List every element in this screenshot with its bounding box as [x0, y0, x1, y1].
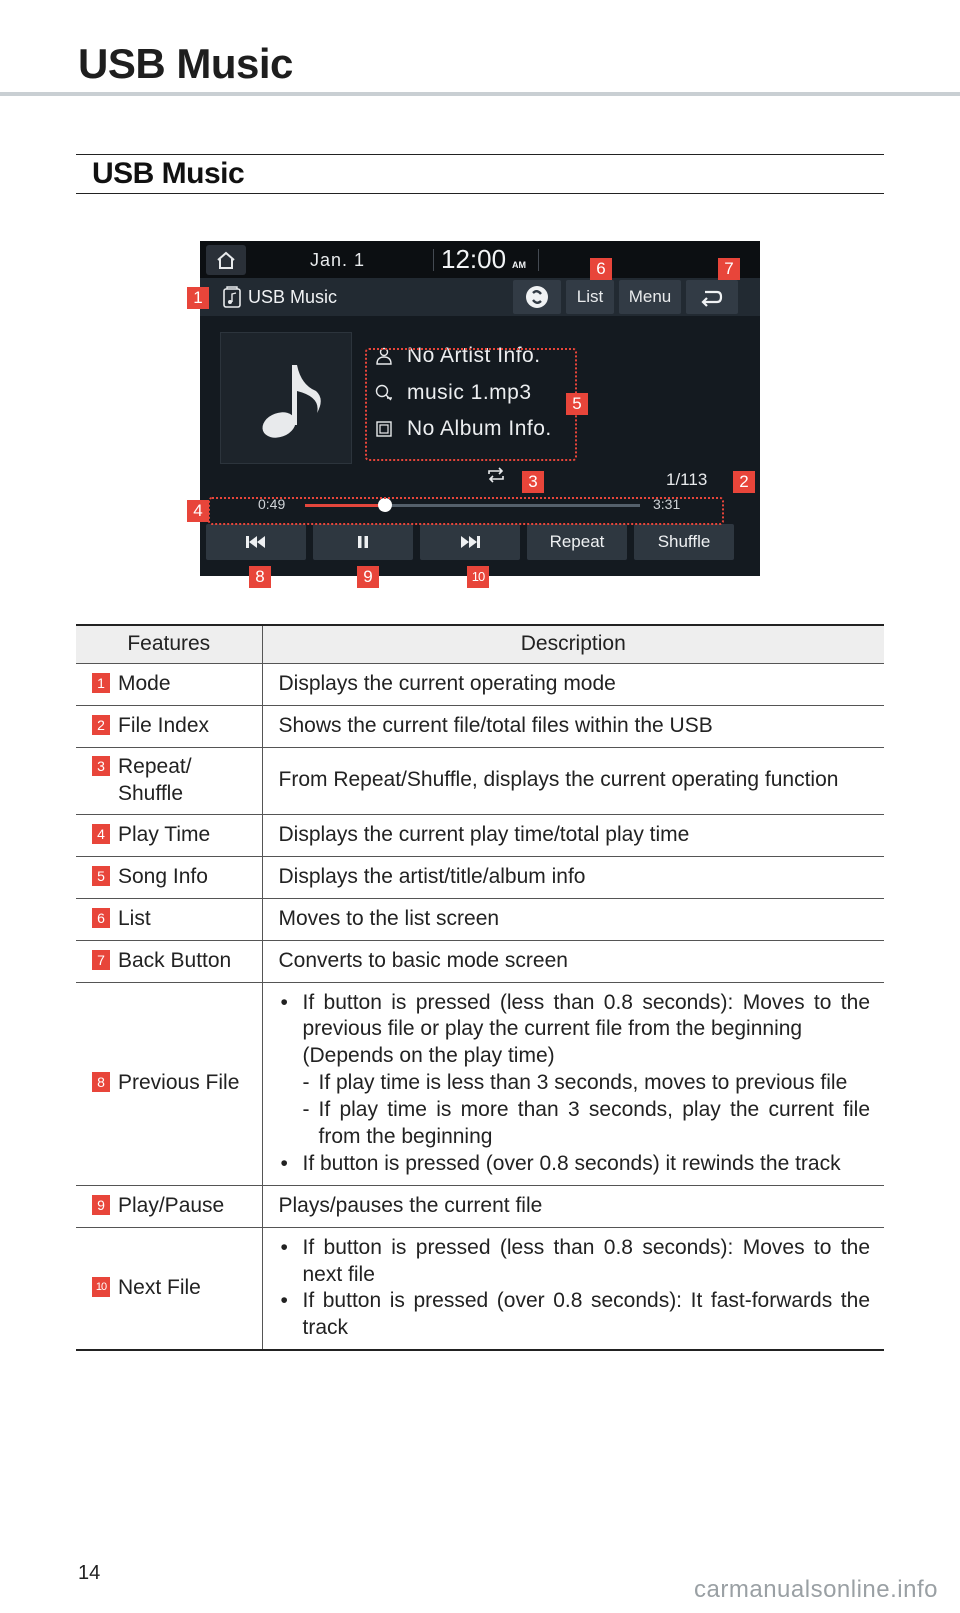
header-divider: [0, 92, 960, 96]
page-header-title: USB Music: [78, 40, 293, 87]
feature-description: • If button is pressed (less than 0.8 seconds): Moves to the previous file or play the current file from the beginning (Depends on the play time) - If play time is less than 3 seconds, moves to previous file - If play time is more than 3 seconds, play the current file from the beginning • If button is pressed (over 0.8 seconds) it rewinds the track: [262, 982, 884, 1185]
feature-number: 9: [92, 1195, 110, 1215]
file-index: 1/113: [666, 470, 708, 489]
features-table: [76, 624, 884, 1351]
status-divider: [433, 249, 434, 271]
table-row: [76, 940, 884, 982]
callout-3: 3: [522, 471, 544, 493]
callout-1: 1: [187, 287, 209, 309]
song-info-highlight: [365, 348, 577, 461]
title-bar: [200, 278, 760, 316]
status-bar: [200, 241, 760, 278]
previous-icon: [245, 535, 267, 549]
total-play-time: 3:31: [653, 496, 681, 512]
home-icon: [206, 245, 246, 275]
table-row: [76, 705, 884, 747]
callout-2: 2: [733, 471, 755, 493]
description-sub-item: If play time is less than 3 seconds, moves to previous file: [318, 1071, 848, 1095]
pause-icon: [357, 535, 369, 549]
feature-description: Converts to basic mode screen: [262, 940, 884, 982]
repeat-button[interactable]: Repeat: [527, 524, 627, 560]
mode-label: USB Music: [248, 287, 338, 307]
description-bullet: If button is pressed (over 0.8 seconds): It fast-forwards the track: [302, 1289, 870, 1340]
feature-number: 1: [92, 673, 110, 693]
table-row: [76, 898, 884, 940]
feature-name: Next File: [118, 1275, 201, 1299]
feature-description: Shows the current file/total files within the USB: [262, 705, 884, 747]
feature-name: Back Button: [118, 948, 232, 972]
description-note: (Depends on the play time): [302, 1044, 555, 1068]
back-arrow-icon: [699, 287, 725, 307]
callout-9: 9: [357, 566, 379, 588]
shuffle-button[interactable]: Shuffle: [634, 524, 734, 560]
feature-number: 3: [92, 756, 110, 776]
feature-number: 8: [92, 1072, 110, 1092]
status-time: 12:00: [441, 244, 507, 274]
table-row: [76, 856, 884, 898]
back-button[interactable]: [686, 280, 738, 314]
music-note-icon: [221, 333, 353, 465]
feature-number: 6: [92, 908, 110, 928]
feature-number: 7: [92, 950, 110, 970]
callout-10: 10: [467, 566, 489, 588]
callout-6: 6: [590, 258, 612, 280]
callout-8: 8: [249, 566, 271, 588]
feature-name: Repeat/ Shuffle: [118, 754, 192, 805]
repeat-icon: [486, 467, 506, 483]
callout-7: 7: [718, 258, 740, 280]
feature-name: File Index: [118, 713, 210, 737]
feature-number: 10: [92, 1277, 110, 1297]
feature-name: List: [118, 906, 151, 930]
song-title: music 1.mp3: [407, 381, 532, 404]
song-artist: No Artist Info.: [407, 344, 541, 367]
page-number: 14: [78, 1562, 101, 1584]
status-divider: [538, 249, 539, 271]
sound-effect-button[interactable]: [513, 280, 561, 314]
feature-description: Plays/pauses the current file: [262, 1185, 884, 1227]
feature-name: Play Time: [118, 822, 211, 846]
play-pause-button[interactable]: [313, 524, 413, 560]
feature-description: • If button is pressed (less than 0.8 seconds): Moves to the next file • If button is pressed (over 0.8 seconds): It fast-forwards the track: [262, 1227, 884, 1350]
watermark: carmanualsonline.info: [694, 1576, 938, 1603]
current-play-time: 0:49: [258, 496, 286, 512]
table-row: [76, 747, 884, 814]
table-header-row: [76, 625, 884, 663]
list-button[interactable]: List: [566, 280, 614, 314]
next-icon: [459, 535, 481, 549]
col-header-features: Features: [76, 625, 262, 663]
playback-controls: [206, 524, 754, 560]
callout-5: 5: [566, 393, 588, 415]
home-button[interactable]: [206, 245, 246, 275]
album-art: [220, 332, 352, 464]
sound-effect-icon: [524, 284, 550, 310]
section-heading-bar: [76, 154, 884, 194]
description-bullet: If button is pressed (less than 0.8 seconds): Moves to the previous file or play the current file from the beginning: [302, 990, 870, 1041]
feature-description: Moves to the list screen: [262, 898, 884, 940]
status-ampm: AM: [512, 260, 526, 270]
table-row: [76, 814, 884, 856]
description-sub-item: If play time is more than 3 seconds, play the current file from the beginning: [318, 1098, 870, 1148]
description-bullet: If button is pressed (less than 0.8 seconds): Moves to the next file: [302, 1235, 870, 1286]
feature-description: Displays the current play time/total play time: [262, 814, 884, 856]
play-time-highlight: [208, 497, 724, 525]
feature-name: Previous File: [118, 1071, 240, 1095]
feature-name: Mode: [118, 671, 171, 695]
feature-description: Displays the artist/title/album info: [262, 856, 884, 898]
section-title: USB Music: [92, 157, 245, 190]
menu-button[interactable]: Menu: [619, 280, 681, 314]
table-row: [76, 663, 884, 705]
previous-button[interactable]: [206, 524, 306, 560]
table-row: [76, 1227, 884, 1350]
callout-4: 4: [187, 500, 209, 522]
table-row: [76, 982, 884, 1185]
music-file-icon: [223, 286, 241, 308]
feature-name: Song Info: [118, 864, 208, 888]
col-header-description: Description: [262, 625, 884, 663]
table-row: [76, 1185, 884, 1227]
feature-number: 5: [92, 866, 110, 886]
feature-description: Displays the current operating mode: [262, 663, 884, 705]
feature-name: Play/Pause: [118, 1193, 225, 1217]
description-bullet: If button is pressed (over 0.8 seconds) it rewinds the track: [302, 1151, 841, 1175]
feature-number: 4: [92, 824, 110, 844]
next-button[interactable]: [420, 524, 520, 560]
feature-description: From Repeat/Shuffle, displays the current operating function: [262, 747, 884, 814]
feature-number: 2: [92, 715, 110, 735]
status-date: Jan. 1: [310, 250, 366, 270]
song-album: No Album Info.: [407, 417, 552, 440]
